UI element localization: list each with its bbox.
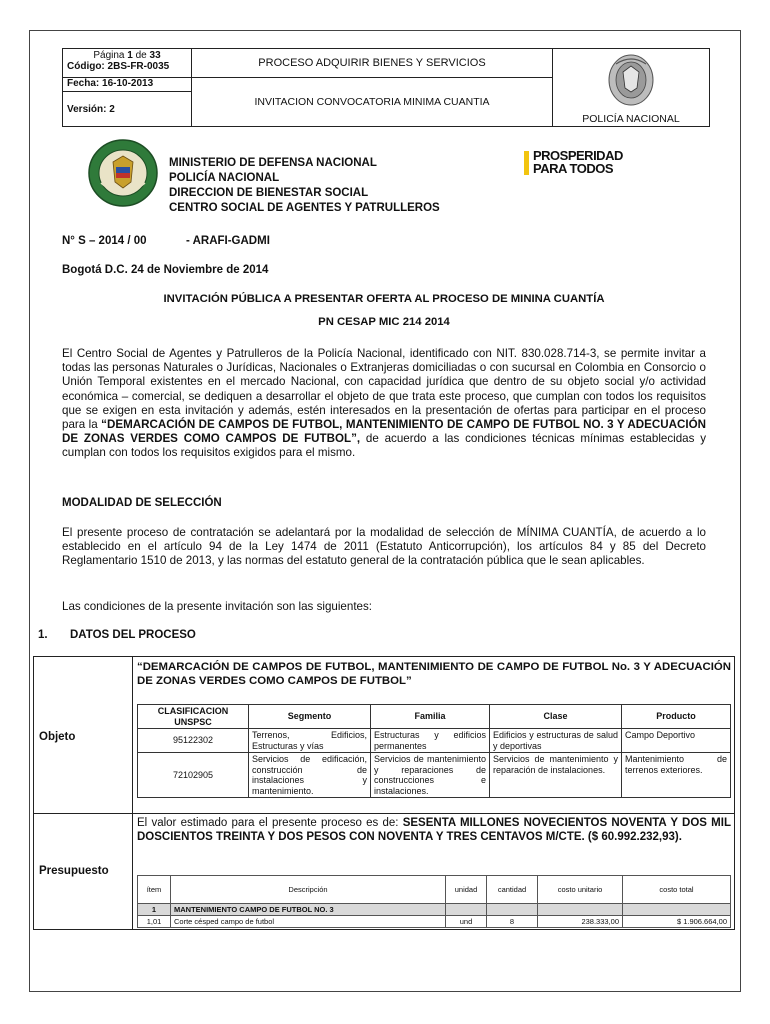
item-quantity: 8 — [487, 916, 538, 928]
segment-cell: Terrenos, Edificios, Estructuras y vías — [249, 729, 371, 753]
section-number: 1. — [38, 629, 48, 641]
header-description: Descripción — [171, 876, 446, 904]
family-cell: Servicios de mantenimiento y reparaciones de construcciones e instalaciones. — [371, 753, 490, 798]
items-table — [137, 875, 731, 928]
presupuesto-text: El valor estimado para el presente proceso es de: SESENTA MILLONES NOVECIENTOS NOVENTA Y DOS MIL DOSCIENTOS TREINTA Y DOS PESOS CON NOVENTA Y TRES CENTAVOS M/CTE. ($ 60.992.232,93). — [137, 817, 731, 843]
version-cell — [62, 91, 192, 127]
product-cell: Campo Deportivo — [622, 729, 731, 753]
section-row — [138, 904, 731, 916]
conditions-intro: Las condiciones de la presente invitación son las siguientes: — [62, 600, 373, 613]
items-header-row — [138, 876, 731, 904]
segment-cell: Servicios de edificación, construcción de instalaciones y mantenimiento. — [249, 753, 371, 798]
section-description: MANTENIMIENTO CAMPO DE FUTBOL NO. 3 — [171, 904, 446, 916]
reference-number: N° S – 2014 / 00 — [62, 235, 147, 247]
item-number: 1,01 — [138, 916, 171, 928]
process-title: PROCESO ADQUIRIR BIENES Y SERVICIOS — [258, 57, 486, 69]
section-item-number: 1 — [138, 904, 171, 916]
header-classification: CLASIFICACION UNSPSC — [138, 705, 249, 729]
objeto-label: Objeto — [39, 731, 76, 743]
unspsc-code: 95122302 — [138, 729, 249, 753]
page-indicator: Página 1 de 33 — [93, 50, 161, 61]
police-logo-cell — [552, 48, 710, 127]
item-unit: und — [446, 916, 487, 928]
national-police-seal-icon — [87, 138, 159, 208]
org-center: CENTRO SOCIAL DE AGENTES Y PATRULLEROS — [169, 202, 440, 214]
document-date: Fecha: 16-10-2013 — [67, 78, 154, 89]
date-place: Bogotá D.C. 24 de Noviembre de 2014 — [62, 264, 269, 276]
issuing-organization — [169, 156, 440, 216]
process-cell — [191, 48, 553, 78]
page-code-cell — [62, 48, 192, 78]
org-police: POLICÍA NACIONAL — [169, 172, 280, 184]
product-cell: Mantenimiento de terrenos exteriores. — [622, 753, 731, 798]
item-unit-cost: 238.333,00 — [538, 916, 623, 928]
family-cell: Estructuras y edificios permanentes — [371, 729, 490, 753]
intro-paragraph: El Centro Social de Agentes y Patrulleros de la Policía Nacional, identificado con NIT. 830.028.714-3, se permite invitar a todas las personas Naturales o Jurídicas, Nacionales o Extranjeras domiciliadas o con sucursal en Colombia en Consorcio o Unión Temporal existentes en el mercado Nacional, con capacidad jurídica que dentro de su objeto social y/o actividad económica – comercial, se dediquen a desarrollar el objeto de que trata este proceso, que cumplan con todos los requisitos que se exigen en esta invitación y además, estén interesados en la presentación de ofertas para participar en el proceso para la “DEMARCACIÓN DE CAMPOS DE FUTBOL, MANTENIMIENTO DE CAMPO DE FUTBOL NO. 3 Y ADECUACIÓN DE ZONAS VERDES COMO CAMPOS DE FUTBOL”, de acuerdo a las condiciones técnicas mínimas establecidas y cumplan con todos los requisitos exigidos para el mismo. — [62, 347, 706, 460]
document-title: INVITACIÓN PÚBLICA A PRESENTAR OFERTA AL PROCESO DE MININA CUANTÍA — [163, 293, 605, 305]
slogan-text: PROSPERIDAD PARA TODOS — [533, 148, 623, 176]
org-direction: DIRECCION DE BIENESTAR SOCIAL — [169, 187, 369, 199]
police-emblem-icon — [606, 52, 656, 108]
section-title: DATOS DEL PROCESO — [70, 629, 196, 641]
modalidad-paragraph: El presente proceso de contratación se adelantará por la modalidad de selección de MÍNIMA CUANTÍA, de acuerdo a lo establecido en el artículo 94 de la Ley 1474 de 2011 (Estatuto Anticorrupción), los artículos 84 y 85 del Decreto Reglamentario 1510 de 2013, y las normas del estatuto general de la contratación pública que le sean aplicables. — [62, 526, 706, 568]
unspsc-header-row — [138, 705, 731, 729]
header-segment: Segmento — [249, 705, 371, 729]
invitation-title: INVITACION CONVOCATORIA MINIMA CUANTIA — [254, 96, 490, 108]
table-row — [138, 916, 731, 928]
item-description: Corte césped campo de futbol — [171, 916, 446, 928]
document-version: Versión: 2 — [67, 104, 115, 115]
invitation-cell — [191, 77, 553, 127]
header-unit: unidad — [446, 876, 487, 904]
slogan-bar — [524, 151, 529, 175]
table-row — [138, 753, 731, 798]
header-unit-cost: costo unitario — [538, 876, 623, 904]
presupuesto-label: Presupuesto — [39, 865, 109, 877]
header-item: ítem — [138, 876, 171, 904]
reference-office: - ARAFI-GADMI — [186, 235, 270, 247]
class-cell: Servicios de mantenimiento y reparación de instalaciones. — [490, 753, 622, 798]
header-total-cost: costo total — [623, 876, 731, 904]
item-total-cost: $ 1.906.664,00 — [623, 916, 731, 928]
table-row — [138, 729, 731, 753]
process-data-table — [33, 656, 735, 930]
date-cell — [62, 77, 192, 92]
class-cell: Edificios y estructuras de salud y deportivas — [490, 729, 622, 753]
header-product: Producto — [622, 705, 731, 729]
unspsc-code: 72102905 — [138, 753, 249, 798]
org-ministry: MINISTERIO DE DEFENSA NACIONAL — [169, 157, 377, 169]
document-code: Código: 2BS-FR-0035 — [67, 61, 170, 72]
objeto-text: “DEMARCACIÓN DE CAMPOS DE FUTBOL, MANTENIMIENTO DE CAMPO DE FUTBOL No. 3 Y ADECUACIÓN DE ZONAS VERDES COMO CAMPOS DE FUTBOL” — [137, 661, 731, 687]
header-quantity: cantidad — [487, 876, 538, 904]
unspsc-table — [137, 704, 731, 798]
process-code: PN CESAP MIC 214 2014 — [318, 316, 450, 328]
police-label: POLICÍA NACIONAL — [582, 113, 680, 125]
header-family: Familia — [371, 705, 490, 729]
modalidad-heading: MODALIDAD DE SELECCIÓN — [62, 497, 222, 509]
header-class: Clase — [490, 705, 622, 729]
